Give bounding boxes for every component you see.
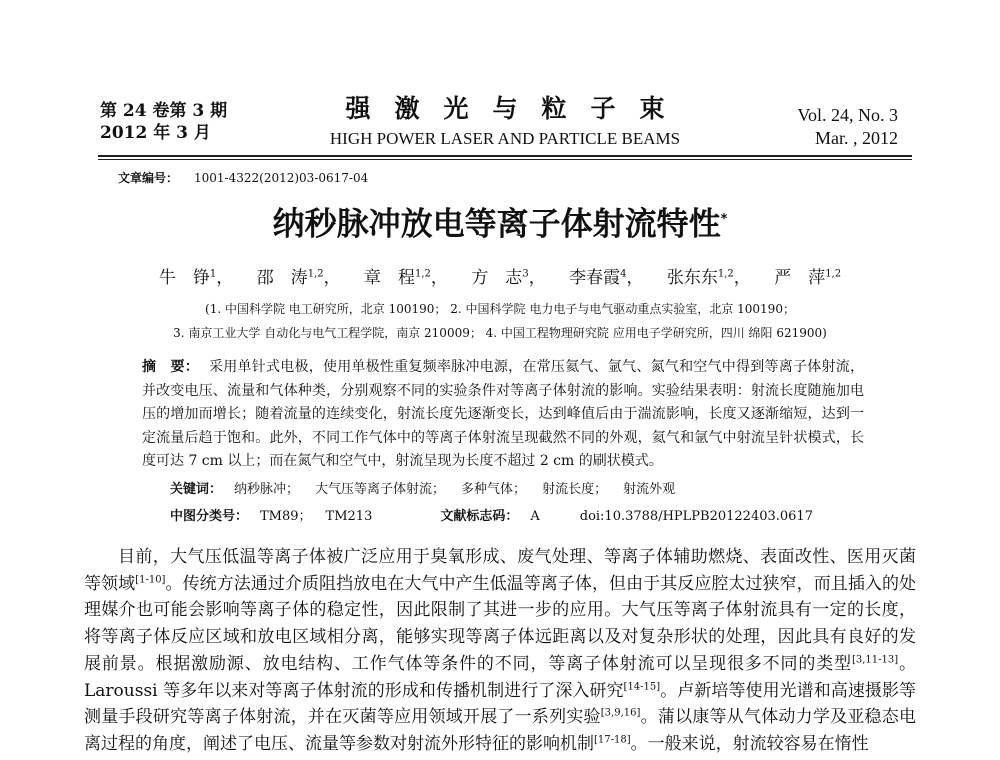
body-text <box>84 544 916 758</box>
header-rule <box>98 155 912 157</box>
issue-number: 第 24 卷第 3 期 <box>100 101 228 121</box>
classification-label: 中图分类号： <box>170 509 249 524</box>
title-footnote-mark: * <box>720 212 728 227</box>
keywords-label: 关键词： <box>170 482 223 497</box>
affiliation-line-2: 3. 南京工业大学 自动化与电气工程学院，南京 210009； 4. 中国工程物理研究院 应用电子学研究所，四川 绵阳 621900) <box>173 326 827 340</box>
citation: [3,9,16] <box>600 707 641 719</box>
article-number-label: 文章编号： <box>118 171 179 185</box>
author: 张东东$^{1,2}$， <box>666 268 751 288</box>
doi: doi:10.3788/HPLPB20122403.0617 <box>579 509 813 524</box>
affiliation-line-1: (1. 中国科学院 电工研究所，北京 100190； 2. 中国科学院 电力电子与电气驱动重点实验室，北京 100190； <box>205 302 795 316</box>
abstract-text: 采用单针式电极，使用单极性重复频率脉冲电源，在常压氦气、氩气、氮气和空气中得到等离子体射流，并改变电压、流量和气体种类，分别观察不同的实验条件对等离子体射流的影响。实验结果表明：射流长度随施加电压的增加而增长；随着流量的连续变化，射流长度先逐渐变长，达到峰值后由于湍流影响，长度又逐渐缩短，达到一定流量后趋于饱和。此外，不同工作气体中的等离子体射流呈现截然不同的外观，氦气和氩气中射流呈针状模式，长度可达 7 cm 以上；而在氮气和空气中，射流呈现为长度不超过 2 cm 的刷状模式。 <box>142 359 865 469</box>
abstract <box>142 356 864 474</box>
classification-code: TM89； <box>260 509 312 524</box>
intro-paragraph: 目前，大气压低温等离子体被广泛应用于臭氧形成、废气处理、等离子体辅助燃烧、表面改性、医用灭菌等领域[1-10]。传统方法通过介质阻挡放电在大气中产生低温等离子体，但由于其反应腔太过狭窄，而且插入的处理媒介也可能会影响等离子体的稳定性，因此限制了其进一步的应用。大气压等离子体射流具有一定的长度，将等离子体反应区域和放电区域相分离，能够实现等离子体远距离以及对复杂形状的处理，因此具有良好的发展前景。根据激励源、放电结构、工作气体等条件的不同，等离子体射流可以呈现很多不同的类型[3,11-13]。Laroussi 等多年以来对等离子体射流的形成和传播机制进行了深入研究[14-15]。卢新培等使用光谱和高速摄影等测量手段研究等离子体射流，并在灭菌等应用领域开展了一系列实验[3,9,16]。蒲以康等从气体动力学及亚稳态电离过程的角度，阐述了电压、流量等参数对射流外形特征的影响机制[17-18]。一般来说，射流较容易在惰性 <box>84 547 917 754</box>
article-number <box>118 169 368 186</box>
citation: [17-18] <box>594 734 631 746</box>
author: 方 志$^3$， <box>471 268 546 288</box>
document-code-label: 文献标志码： <box>440 509 519 524</box>
keyword: 大气压等离子体射流； <box>315 482 446 497</box>
abstract-label: 摘 要： <box>142 359 199 375</box>
journal-name <box>290 94 720 150</box>
author: 章 程$^{1,2}$， <box>364 268 448 288</box>
article-number-value: 1001-4322(2012)03-0617-04 <box>194 171 369 185</box>
journal-title-en: HIGH POWER LASER AND PARTICLE BEAMS <box>329 129 681 148</box>
keyword: 纳秒脉冲； <box>234 482 300 497</box>
classification <box>170 505 813 524</box>
keyword: 射流长度； <box>542 482 608 497</box>
keyword: 多种气体； <box>461 482 527 497</box>
classification-code: TM213 <box>325 509 373 524</box>
author: 牛 铮$^1$， <box>158 268 234 288</box>
volume-number: Vol. 24, No. 3 <box>797 105 898 125</box>
paper-title-text: 纳秒脉冲放电等离子体射流特性 <box>272 204 721 243</box>
citation: [1-10] <box>135 574 166 586</box>
citation: [14-15] <box>623 680 661 692</box>
volume-info <box>797 104 898 150</box>
volume-date: Mar. , 2012 <box>815 128 898 148</box>
author: 李春霞$^4$， <box>569 268 644 288</box>
paper-title <box>0 200 1000 244</box>
author: 邵 涛$^{1,2}$， <box>256 268 341 288</box>
document-code: A <box>530 509 540 524</box>
issue-date: 2012 年 3 月 <box>100 123 211 143</box>
author: 严 萍$^{1,2}$ <box>774 268 842 288</box>
author-list <box>0 263 1000 288</box>
issue-info <box>100 100 227 144</box>
header-rule-thin <box>98 159 912 160</box>
keyword: 射流外观 <box>623 482 676 497</box>
journal-title-cn: 强激光与粒子束 <box>345 94 689 123</box>
keywords <box>170 478 691 497</box>
citation: [3,11-13] <box>851 654 899 666</box>
